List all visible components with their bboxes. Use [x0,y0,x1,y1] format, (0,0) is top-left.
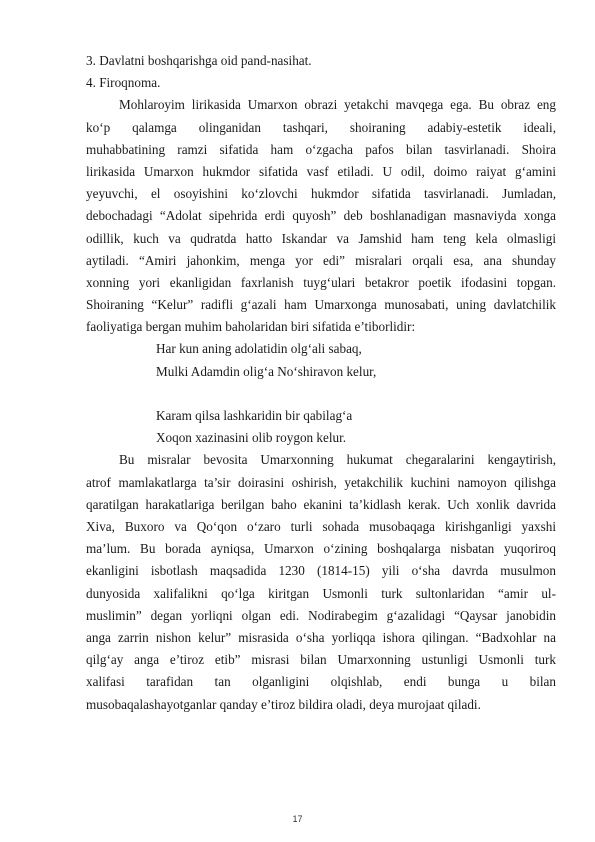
text-line: qilg‘ay anga e’tiroz etib” misrasi bilan Umarxonning ustunligi Usmonli turk [86,652,556,668]
text-line: ma’lum. Bu borada ayniqsa, Umarxon o‘zining boshqalarga nisbatan yuqoriroq [86,541,556,557]
verse-line: Mulki Adamdin olig‘a No‘shiravon kelur, [156,363,377,379]
verse-line: Xoqon xazinasini olib roygon kelur. [156,430,347,446]
paragraph [86,449,556,715]
text-line: faoliyatiga bergan muhim baholaridan biri sifatida e’tiborlidir: [86,319,416,335]
text-line: ko‘p qalamga olinganidan tashqari, shoiraning adabiy-estetik ideali, [86,119,556,135]
text-line: yeyuvchi, el osoyishini ko‘zlovchi hukmdor sifatida tasvirlanadi. Jumladan, [86,186,556,202]
text-line: odillik, kuch va qudratda hatto Iskandar va Jamshid ham teng kela olmasligi [86,230,556,246]
text-line: Shoiraning “Kelur” radifli g‘azali ham Umarxonga munosabati, uning davlatchilik [86,297,556,313]
verse-line: Karam qilsa lashkaridin bir qabilag‘a [156,408,353,424]
text-line: debochadagi “Adolat sipehrida erdi quyosh” deb boshlanadigan masnaviyda xonga [86,208,556,224]
paragraph [86,94,556,338]
text-line: anga zarrin nishon kelur” misrasida o‘sha yorliqqa ishora qilingan. “Badxohlar na [86,629,556,645]
text-line: musobaqalashayotganlar qanday e’tiroz bildira oladi, deya murojaat qiladi. [86,696,481,712]
text-line: Xiva, Buxoro va Qo‘qon o‘zaro turli sohada musobaqaga kirishganligi yaxshi [86,519,556,535]
text-line: lirikasida Umarxon hukmdor sifatida vasf etiladi. U odil, doimo raiyat g‘amini [86,163,556,179]
text-line: Mohlaroyim lirikasida Umarxon obrazi yetakchi mavqega ega. Bu obraz eng [119,97,556,113]
document-page [86,50,556,716]
verse-line: Har kun aning adolatidin olg‘ali sabaq, [156,341,362,357]
text-line: dunyosida xalifalikni qo‘lga kiritgan Usmonli turk sultonlaridan “amir ul- [86,585,556,601]
text-line: ekanligini isbotlash maqsadida 1230 (1814-15) yili o‘sha davrda musulmon [86,563,556,579]
text-line: aytiladi. “Amiri jahonkim, menga yor edi” misralari orqali esa, ana shunday [86,252,556,268]
page-number: 17 [292,814,303,824]
list-item: 4. Firoqnoma. [86,75,161,91]
text-line: muslimin” degan yorliqni olgan edi. Nodirabegim g‘azalidagi “Qaysar janobidin [86,607,556,623]
list-item: 3. Davlatni boshqarishga oid pand-nasihat. [86,53,312,68]
text-line: Bu misralar bevosita Umarxonning hukumat chegaralarini kengaytirish, [119,452,556,468]
text-line: muhabbatining ramzi sifatida ham o‘zgacha pafos bilan tasvirlanadi. Shoira [86,141,556,157]
text-line: xalifasi tarafidan tan olganligini olqishlab, endi bunga u bilan [86,674,556,690]
text-line: xonning yori ekanligidan faxrlanish tuyg‘ulari betakror poetik ifodasini topgan. [86,274,556,290]
text-line: atrof mamlakatlarga ta’sir doirasini oshirish, yetakchilik kuchini namoyon qilishga [86,474,556,490]
verse-block [86,338,556,449]
text-line: qaratilgan harakatlariga berilgan baho ekanini ta’kidlash kerak. Uch xonlik davrida [86,496,556,512]
verse-spacer [86,383,556,405]
